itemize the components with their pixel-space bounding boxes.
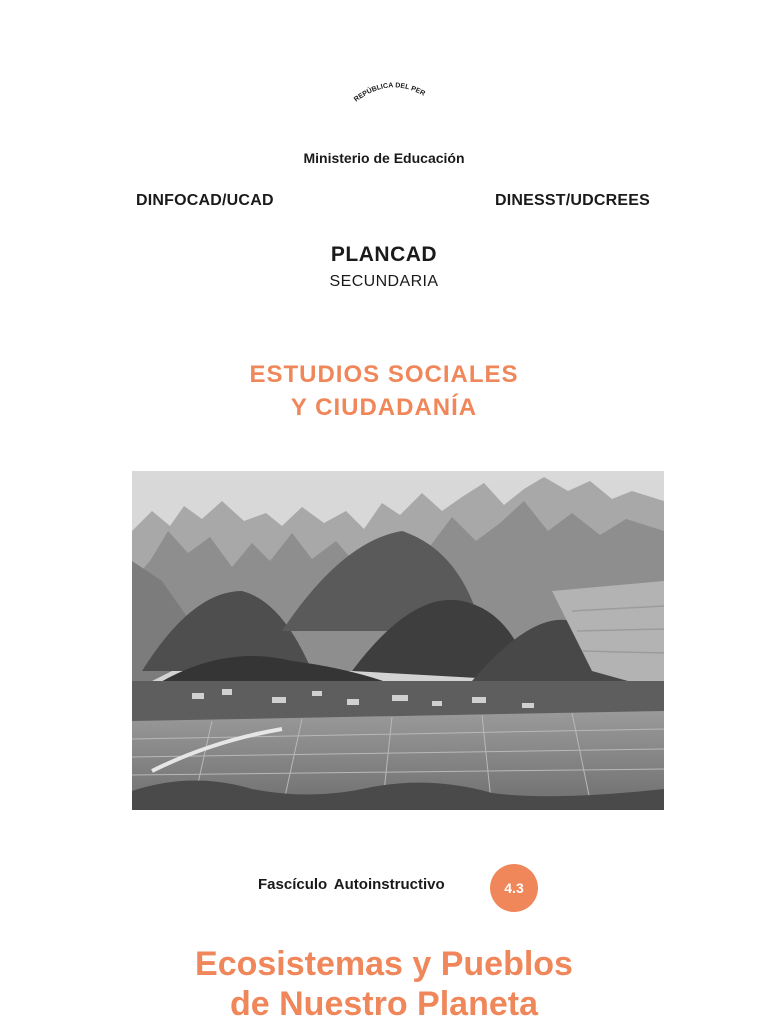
seal-republica-del-peru [344, 58, 434, 112]
seal-text: REPÚBLICA DEL PER [353, 82, 427, 104]
title-line-1: Ecosistemas y Pueblos [195, 945, 573, 983]
ministry-name: Ministerio de Educación [303, 150, 465, 166]
svg-text:REPÚBLICA DEL PERÚ [344, 58, 426, 104]
title-line-2: de Nuestro Planeta [230, 985, 538, 1023]
karst-mountains-image [132, 471, 664, 810]
subject-line-1: ESTUDIOS SOCIALES [249, 361, 519, 388]
document-title [0, 944, 768, 1024]
subject-line-2: Y CIUDADANÍA [290, 394, 478, 421]
fascicle-number-badge: 4.3 [490, 864, 538, 912]
program-name: PLANCAD [330, 243, 438, 266]
department-left: DINFOCAD/UCAD [136, 192, 274, 209]
fascicle-label: Fascículo Autoinstructivo [258, 876, 445, 893]
seal-icon [344, 58, 434, 112]
program-level: SECUNDARIA [329, 273, 439, 290]
landscape-photo [132, 471, 664, 810]
department-right: DINESST/UDCREES [494, 192, 650, 209]
subject-title [0, 358, 768, 424]
